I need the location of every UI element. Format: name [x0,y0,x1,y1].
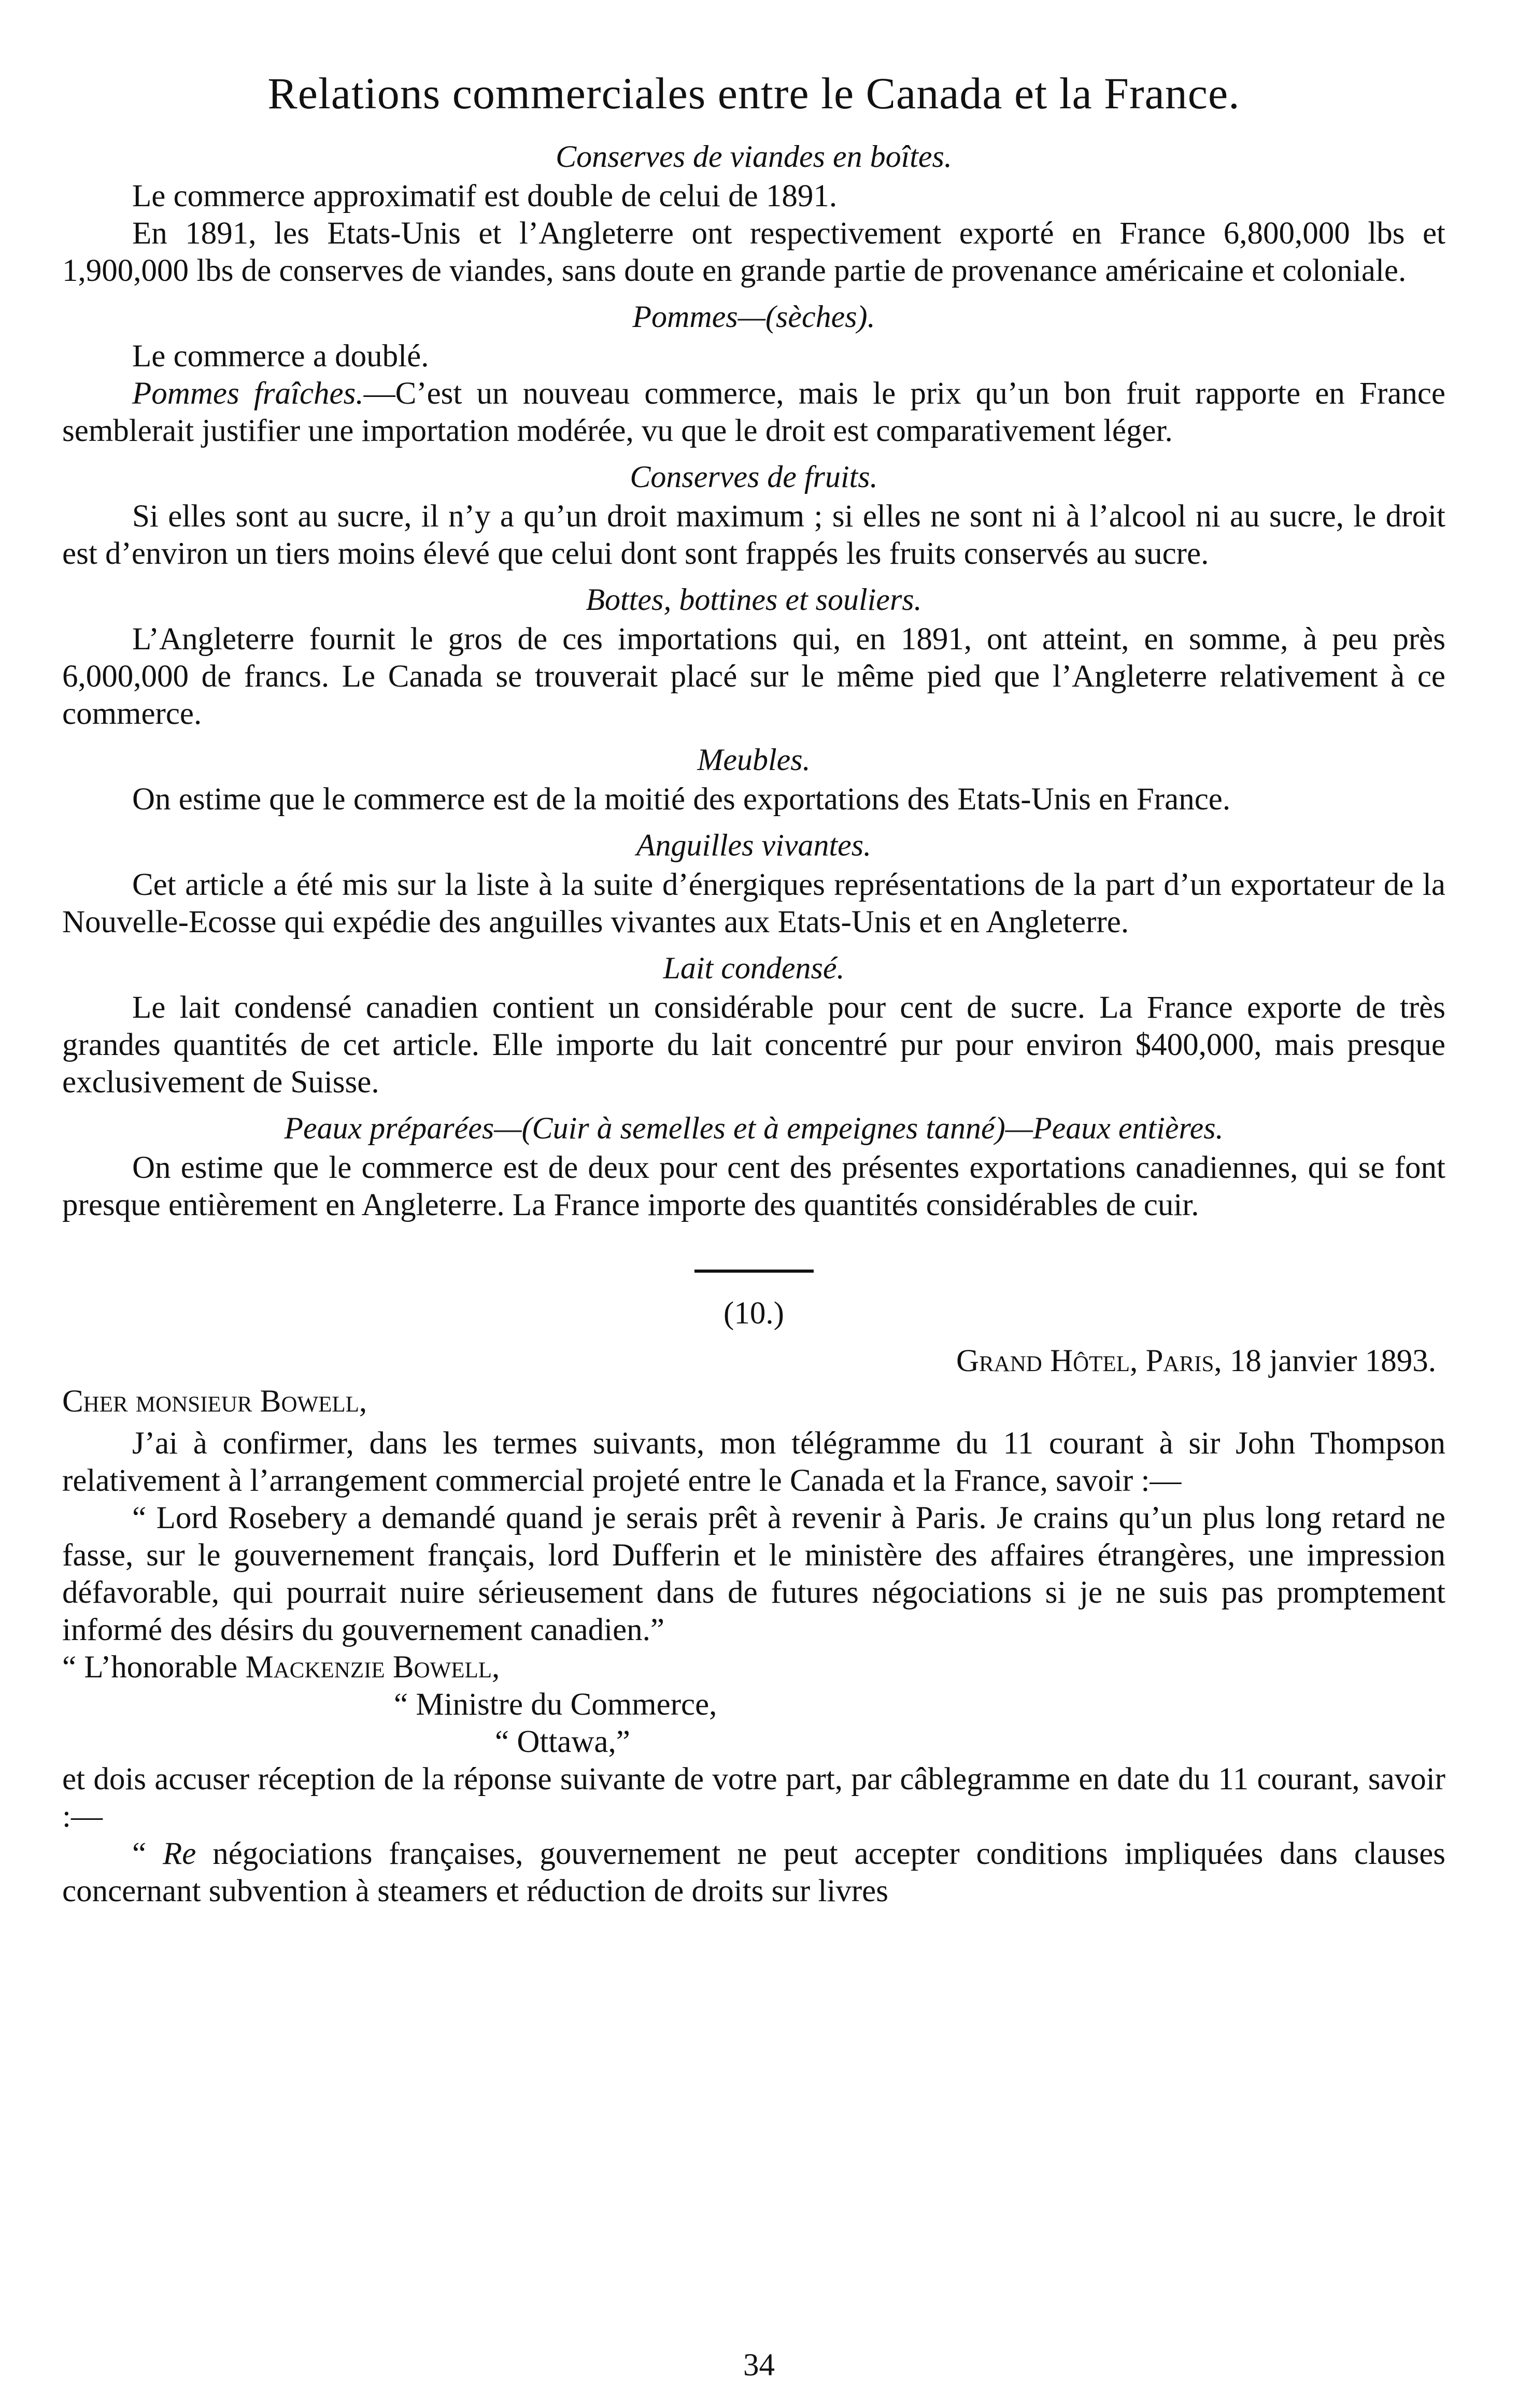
paragraph: L’Angleterre fournit le gros de ces importations qui, en 1891, ont atteint, en somme, à peu près 6,000,000 de francs. Le Canada se trouverait placé sur le même pied que l’Angleterre relativement à ce commerce. [62,622,1445,731]
address-line: “ Ottawa,” [495,1725,630,1759]
paragraph [62,375,1445,450]
section-heading: Pommes—(sèches). [632,300,875,334]
section-anguilles [62,828,1445,941]
letter-number: (10.) [723,1296,784,1331]
address-name: Mackenzie Bowell, [245,1650,500,1685]
address-prefix: “ L’honorable [62,1650,238,1685]
paragraph: Le commerce approximatif est double de celui de 1891. [132,179,838,213]
page-title: Relations commerciales entre le Canada et la France. [267,68,1240,118]
dateline-place: Grand Hôtel, Paris, [956,1344,1222,1378]
section-divider [694,1270,814,1273]
paragraph: On estime que le commerce est de deux pour cent des présentes exportations canadiennes, qui se font presque entièrement en Angleterre. La France importe des quantités considérables de cuir. [62,1150,1445,1222]
quoted-cablegram [62,1835,1445,1910]
section-pommes [62,299,1445,450]
dateline-date: 18 janvier 1893. [1229,1344,1436,1378]
address-line: “ Ministre du Commerce, [394,1687,717,1722]
paragraph: et dois accuser réception de la réponse suivante de votre part, par câblegramme en date du 11 courant, savoir :— [62,1762,1445,1834]
paragraph: Si elles sont au sucre, il n’y a qu’un droit maximum ; si elles ne sont ni à l’alcool ni au sucre, le droit est d’environ un tiers moins élevé que celui dont sont frappés les fruits conservés au sucre. [62,499,1445,571]
letter-dateline [62,1343,1436,1379]
letter-salutation: Cher monsieur Bowell, [62,1384,367,1419]
section-conserves-fruits [62,459,1445,573]
quote-text: négociations françaises, gouvernement ne peut accepter conditions impliquées dans clauses concernant subvention à steamers et réduction de droits sur livres [62,1836,1446,1908]
section-conserves-viandes [62,139,1445,290]
section-heading: Lait condensé. [663,951,845,985]
quoted-telegram: “ Lord Rosebery a demandé quand je serais prêt à revenir à Paris. Je crains qu’un plus long retard ne fasse, sur le gouvernement français, lord Dufferin et le ministère des affaires étrangères, une impression défavorable, qui pourrait nuire sérieusement dans de futures négociations si je ne suis pas promptement informé des désirs du gouvernement canadien.” [62,1501,1445,1647]
section-heading: Meubles. [697,743,811,777]
paragraph: On estime que le commerce est de la moitié des exportations des Etats-Unis en France. [132,782,1231,817]
paragraph: En 1891, les Etats-Unis et l’Angleterre ont respectivement exporté en France 6,800,000 lbs et 1,900,000 lbs de conserves de viandes, sans doute en grande partie de provenance américaine et coloniale. [62,216,1445,288]
paragraph: Le commerce a doublé. [132,339,429,374]
section-heading: Conserves de viandes en boîtes. [556,139,952,174]
letter [62,1295,1445,1910]
section-meubles [62,742,1445,818]
paragraph: J’ai à confirmer, dans les termes suivants, mon télégramme du 11 courant à sir John Thompson relativement à l’arrangement commercial projeté entre le Canada et la France, savoir :— [62,1426,1445,1498]
section-bottes [62,582,1445,733]
section-peaux [62,1110,1445,1224]
section-heading: Anguilles vivantes. [636,828,872,862]
inline-subheading: Pommes fraîches. [132,376,364,411]
paragraph-text: —C’est un nouveau commerce, mais le prix qu’un bon fruit rapporte en France semblerait justifier une importation modérée, vu que le droit est comparativement léger. [62,376,1445,448]
quote-re: Re [162,1836,196,1871]
page-number: 34 [743,2348,775,2383]
section-heading: Bottes, bottines et souliers. [586,582,922,617]
section-lait [62,950,1445,1101]
address-line [62,1649,1445,1686]
section-heading: Peaux préparées—(Cuir à semelles et à empeignes tanné)—Peaux entières. [284,1111,1224,1145]
paragraph: Cet article a été mis sur la liste à la suite d’énergiques représentations de la part d’un exportateur de la Nouvelle-Ecosse qui expédie des anguilles vivantes aux Etats-Unis et en Angleterre. [62,867,1445,939]
section-heading: Conserves de fruits. [630,460,878,494]
quote-open: “ [132,1836,147,1871]
paragraph: Le lait condensé canadien contient un considérable pour cent de sucre. La France exporte de très grandes quantités de cet article. Elle importe du lait concentré pur pour environ $400,000, mais presque exclusivement de Suisse. [62,990,1445,1100]
